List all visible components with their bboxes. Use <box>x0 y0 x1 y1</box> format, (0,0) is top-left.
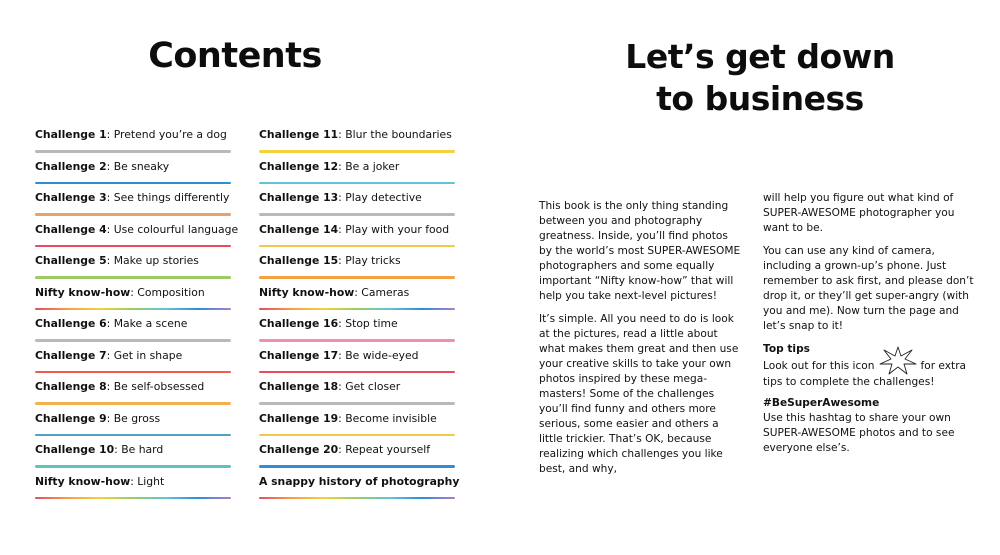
toc-item-label: Challenge 4 <box>35 222 107 236</box>
toc-item-text <box>259 223 449 237</box>
toc-item <box>35 475 231 507</box>
intro-paragraph: will help you figure out what kind of SUPER-AWESOME photographer you want to be. <box>763 192 955 234</box>
toc-item-underline <box>35 497 231 500</box>
toc-item-underline <box>259 465 455 468</box>
toc-item-underline <box>259 245 455 248</box>
toc-item-underline <box>259 339 455 342</box>
toc-item-underline <box>35 182 231 185</box>
toc-item-underline <box>259 213 455 216</box>
toc-item-underline <box>259 150 455 153</box>
toc-item <box>259 317 455 349</box>
toc-item-title: Get closer <box>345 380 401 393</box>
toc-item-title: Light <box>137 474 165 488</box>
star-burst-icon <box>879 345 917 375</box>
toc-item-label: Challenge 3 <box>35 191 107 204</box>
toc-item-title: Make a scene <box>113 317 188 330</box>
toc-item-label: Challenge 8 <box>35 380 107 393</box>
toc-item-separator: : <box>338 128 346 141</box>
toc-item-text <box>259 380 400 394</box>
toc-item <box>35 191 231 223</box>
toc-item <box>35 286 231 318</box>
toc-item-underline <box>35 213 231 216</box>
toc-item-text <box>259 317 398 331</box>
toc-item-separator: : <box>106 222 114 236</box>
toc-item-underline <box>259 371 455 374</box>
business-title <box>600 36 920 120</box>
toc-item-label: Challenge 19 <box>259 411 339 425</box>
toc-item <box>35 443 231 475</box>
toc-item-underline <box>35 465 231 468</box>
toc-item-text <box>35 380 204 394</box>
toc-item-underline <box>35 308 231 311</box>
toc-item <box>259 223 455 255</box>
intro-column-b <box>763 191 978 464</box>
toc-item-title: Make up stories <box>113 254 199 267</box>
toc-item-label: Challenge 12 <box>259 159 339 173</box>
toc-item-title: Be wide-eyed <box>345 348 419 362</box>
toc-item-label: Challenge 10 <box>35 443 115 456</box>
business-title-line-1: Let’s get down <box>625 37 895 76</box>
toc-item-label: Challenge 16 <box>259 317 339 330</box>
toc-item-title: Be self-obsessed <box>113 380 205 393</box>
toc-item-title: Be gross <box>113 411 161 425</box>
toc-item-text <box>35 349 182 363</box>
toc-item-underline <box>35 402 231 405</box>
toc-item-label: Challenge 18 <box>259 380 339 393</box>
intro-paragraph: It’s simple. All you need to do is look at the pictures, read a little about what makes them great and then use your creative skills to take your own photos inspired by these mega-masters! Some of the challenges you’ll find funny and others more serious, some easier and others a little trickier. That’s OK, because realizing which challenges you like best, and why, <box>539 313 739 475</box>
hashtag-heading: #BeSuperAwesome <box>763 397 880 409</box>
toc-item-underline <box>35 434 231 437</box>
contents-title: Contents <box>148 36 322 76</box>
toc-item-text <box>259 191 422 205</box>
toc-item-separator: : <box>338 443 346 456</box>
top-tips-text-end: for extra tips to complete the challenges! <box>763 360 967 388</box>
toc-item-label: Challenge 1 <box>35 128 107 141</box>
toc-item-title: Be sneaky <box>113 159 170 173</box>
intro-paragraph: You can use any kind of camera, including a grown-up’s phone. Just remember to ask first, and please don’t drop it, or they’ll get super-angry (with you and me). Now turn the page and let’s snap to it! <box>763 245 974 332</box>
toc-item <box>259 160 455 192</box>
toc-item-label: Challenge 7 <box>35 348 107 362</box>
toc-item <box>35 254 231 286</box>
toc-item-label: Challenge 17 <box>259 348 339 362</box>
toc-item-label: Challenge 11 <box>259 128 339 141</box>
toc-item-title: Play with your food <box>345 222 450 236</box>
toc-item-label: Challenge 15 <box>259 254 339 267</box>
toc-item-text <box>35 128 227 142</box>
toc-item-separator: : <box>106 191 114 204</box>
toc-item-separator: : <box>130 474 138 488</box>
toc-item <box>259 254 455 286</box>
toc-item-underline <box>259 308 455 311</box>
toc-item-underline <box>259 434 455 437</box>
toc-item-text <box>259 160 399 174</box>
toc-item-underline <box>35 150 231 153</box>
toc-item-title: See things differently <box>113 191 230 204</box>
toc-item-underline <box>259 402 455 405</box>
toc-item-underline <box>35 339 231 342</box>
toc-item-text <box>259 349 418 363</box>
toc-item-separator: : <box>354 285 362 299</box>
toc-item-text <box>35 191 229 205</box>
toc-item-title: Become invisible <box>345 411 437 425</box>
toc-item <box>259 412 455 444</box>
toc-item-separator: : <box>106 254 114 267</box>
toc-item-label: Challenge 20 <box>259 443 339 456</box>
top-tips-heading: Top tips <box>763 343 810 355</box>
toc-item <box>35 349 231 381</box>
toc-item-label: Challenge 5 <box>35 254 107 267</box>
toc-item-text <box>35 475 164 489</box>
toc-item-label: Challenge 13 <box>259 191 339 204</box>
toc-item-separator: : <box>338 159 346 173</box>
toc-item-separator: : <box>338 348 346 362</box>
toc-item-text <box>35 286 205 300</box>
toc-item-text <box>35 412 160 426</box>
toc-item-separator: : <box>106 159 114 173</box>
toc-item-text <box>35 160 169 174</box>
toc-item-label: Nifty know-how <box>35 474 131 488</box>
toc-item-text <box>35 443 163 457</box>
toc-item-text <box>35 254 199 268</box>
toc-item-text <box>259 128 452 142</box>
toc-item-label: Nifty know-how <box>259 285 355 299</box>
intro-paragraph: This book is the only thing standing between you and photography greatness. Inside, you’ll find photos by the world’s most SUPER-AWESOME photographers and some equally important “Nifty know-how” that will help you take next-level pictures! <box>539 200 741 302</box>
toc-item-underline <box>259 276 455 279</box>
toc-item-title: Be hard <box>121 443 164 456</box>
toc-item-underline <box>35 371 231 374</box>
toc-right-column <box>259 128 460 506</box>
hashtag-text: Use this hashtag to share your own SUPER-AWESOME photos and to see everyone else’s. <box>763 412 955 454</box>
toc-item-separator: : <box>338 411 346 425</box>
toc-item-separator: : <box>338 254 346 267</box>
toc-item <box>259 128 455 160</box>
toc-item-text <box>259 443 430 457</box>
intro-column-a <box>539 199 744 485</box>
toc-item <box>35 412 231 444</box>
toc-item <box>259 443 455 475</box>
toc-item-separator: : <box>114 443 122 456</box>
toc-item-title: Repeat yourself <box>345 443 431 456</box>
toc-item-separator: : <box>106 317 114 330</box>
toc-item-separator: : <box>106 411 114 425</box>
toc-item-underline <box>259 497 455 500</box>
toc-item-underline <box>35 276 231 279</box>
toc-item-text <box>35 223 238 237</box>
toc-item-text <box>259 475 459 489</box>
toc-item-separator: : <box>106 128 114 141</box>
toc-item-label: Challenge 6 <box>35 317 107 330</box>
toc-item-separator: : <box>338 222 346 236</box>
toc-item-text <box>259 412 437 426</box>
toc-item-label: A snappy history of photography <box>259 474 460 488</box>
toc-item-separator: : <box>130 285 138 299</box>
toc-item <box>259 474 460 507</box>
toc-item-separator: : <box>338 317 346 330</box>
toc-item-title: Play tricks <box>345 254 401 267</box>
toc-item-label: Challenge 9 <box>35 411 107 425</box>
toc-item-title: Composition <box>137 285 205 299</box>
toc-item-title: Get in shape <box>113 348 183 362</box>
toc-item <box>259 380 455 412</box>
business-title-line-2: to business <box>656 79 864 118</box>
toc-item-title: Be a joker <box>345 159 400 173</box>
toc-item-separator: : <box>106 348 114 362</box>
toc-item-label: Nifty know-how <box>35 285 131 299</box>
toc-item-label: Challenge 14 <box>259 222 339 236</box>
toc-item-separator: : <box>106 380 114 393</box>
toc-item <box>35 317 231 349</box>
toc-left-column <box>35 128 239 506</box>
toc-item-title: Play detective <box>345 191 422 204</box>
hashtag-block <box>763 396 978 456</box>
toc-item-title: Blur the boundaries <box>345 128 452 141</box>
toc-item-label: Challenge 2 <box>35 159 107 173</box>
toc-item <box>259 349 455 381</box>
toc-item-underline <box>35 245 231 248</box>
toc-item <box>259 191 455 223</box>
toc-item-title: Pretend you’re a dog <box>113 128 227 141</box>
toc-item <box>35 128 231 160</box>
top-tips-block <box>763 342 978 390</box>
toc-item-title: Cameras <box>361 285 410 299</box>
toc-item-title: Stop time <box>345 317 398 330</box>
toc-item <box>35 222 239 255</box>
toc-item <box>35 380 231 412</box>
toc-item <box>35 160 231 192</box>
toc-item-underline <box>259 182 455 185</box>
toc-item <box>259 286 455 318</box>
toc-item-text <box>259 254 401 268</box>
toc-item-separator: : <box>338 191 346 204</box>
toc-item-title: Use colourful language <box>113 222 239 236</box>
toc-item-text <box>259 286 409 300</box>
top-tips-text-start: Look out for this icon <box>763 360 875 372</box>
toc-item-separator: : <box>338 380 346 393</box>
toc-item-text <box>35 317 187 331</box>
